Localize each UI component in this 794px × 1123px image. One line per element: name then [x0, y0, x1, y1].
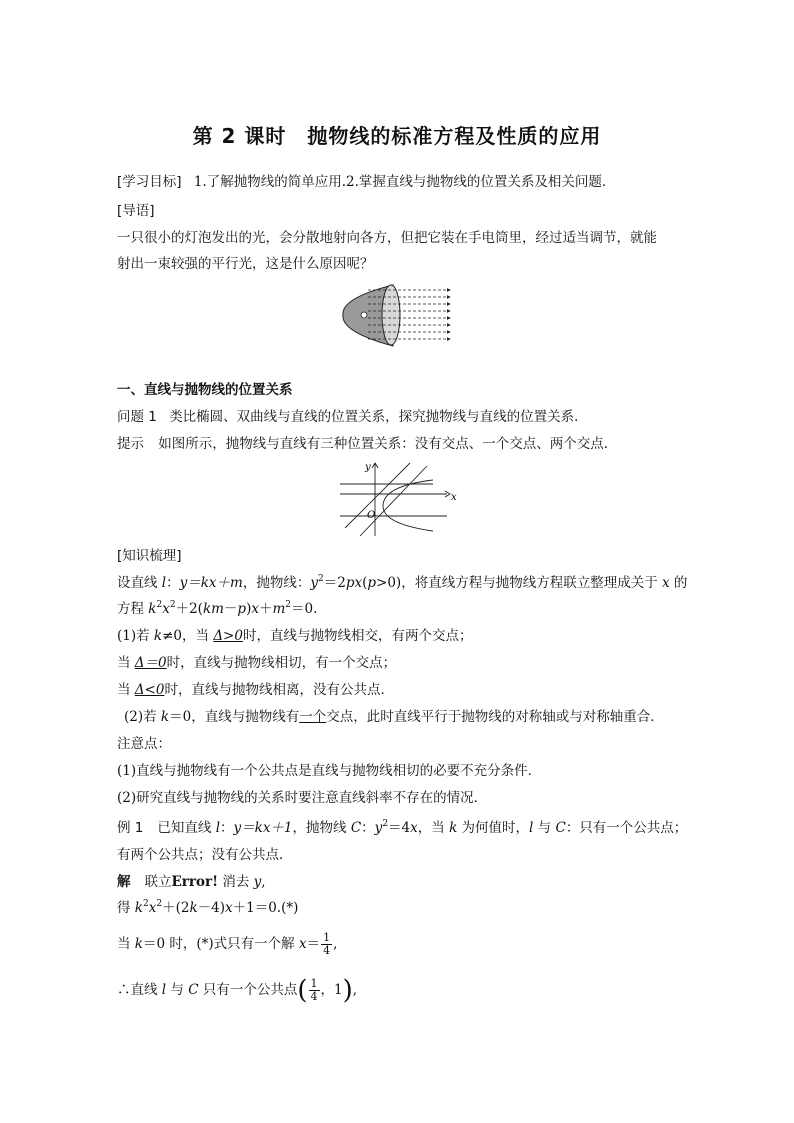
reflector-figure [338, 282, 460, 350]
example-1-line-2: 有两个公共点；没有公共点． [117, 847, 293, 863]
page-title: 第 2 课时 抛物线的标准方程及性质的应用 [192, 124, 602, 148]
hint-label: 提示 [117, 436, 144, 452]
knowledge-line-1: 设直线 l：y＝kx＋m，抛物线：$y^2=2px(p>0)$，将直线方程与抛物线方程联立整理成关于 x 的 [117, 574, 688, 591]
x-axis-label: x [451, 492, 457, 503]
section-heading-1: 一、直线与抛物线的位置关系 [117, 382, 293, 398]
knowledge-label: [知识梳理] [117, 548, 182, 564]
knowledge-line-3: (1)若 k≠0，当 Δ>0时，直线与抛物线相交，有两个交点； [117, 628, 473, 644]
intro-label: [导语] [117, 203, 155, 219]
intro-paragraph-line-2: 射出一束较强的平行光，这是什么原因呢？ [117, 256, 374, 272]
y-axis-label: y [365, 462, 371, 473]
knowledge-line-2: 方程 $k^2x^2+2(km-p)x+m^2=0$. [117, 600, 318, 617]
secant-line [360, 466, 427, 536]
solution-line-3: 当 k＝0 时，(*)式只有一个解 x＝ $\frac{1}{4}$ , [117, 931, 338, 957]
solution-line-2: 得 $k^2x^2+(2k-4)x+1=0.(*)$ [117, 899, 299, 916]
solution-line-4: ∴直线 l 与 C 只有一个公共点( $\frac{1}{4}$ ，1), [117, 975, 358, 1006]
goal-text: 1.了解抛物线的简单应用.2.掌握直线与抛物线的位置关系及相关问题． [193, 174, 616, 190]
fraction-one-quarter-point: $\frac{1}{4}$ [310, 977, 318, 1003]
intro-paragraph-line-1: 一只很小的灯泡发出的光，会分散地射向各方，但把它装在手电筒里，经过适当调节，就能 [117, 230, 657, 246]
fraction-one-quarter: $\frac{1}{4}$ [323, 931, 331, 957]
knowledge-line-5: 当 Δ<0时，直线与抛物线相离，没有公共点． [117, 682, 394, 698]
example-1: 例 1 已知直线 l：y＝kx＋1，抛物线 C：$y^2=4x$，当 k 为何值时，l 与 C：只有一个公共点； [117, 819, 688, 836]
note-2: (2)研究直线与抛物线的关系时要注意直线斜率不存在的情况． [117, 790, 488, 806]
knowledge-line-4: 当 Δ＝0时，直线与抛物线相切，有一个交点； [117, 655, 397, 671]
learning-goal [117, 172, 615, 192]
origin-label: O [367, 510, 376, 521]
solution-line-1: 解 联立Error! 消去 y, [117, 874, 266, 890]
hint [117, 434, 617, 454]
parabola-curve [383, 480, 433, 531]
goal-label: [学习目标] [117, 174, 182, 190]
question-1 [117, 407, 588, 427]
knowledge-line-6: (2)若 k＝0，直线与抛物线有一个交点，此时直线平行于抛物线的对称轴或与对称轴重合． [124, 709, 664, 725]
example-1-label: 例 1 [117, 820, 144, 836]
note-1: (1)直线与抛物线有一个公共点是直线与抛物线相切的必要不充分条件． [117, 763, 542, 779]
question-1-text: 类比椭圆、双曲线与直线的位置关系，探究抛物线与直线的位置关系． [169, 409, 588, 425]
parabola-lines-figure [335, 458, 460, 538]
question-1-label: 问题 1 [117, 409, 157, 425]
hint-text: 如图所示，抛物线与直线有三种位置关系：没有交点、一个交点、两个交点． [158, 436, 618, 452]
solution-label: 解 [117, 874, 131, 890]
note-label: 注意点： [117, 736, 171, 752]
